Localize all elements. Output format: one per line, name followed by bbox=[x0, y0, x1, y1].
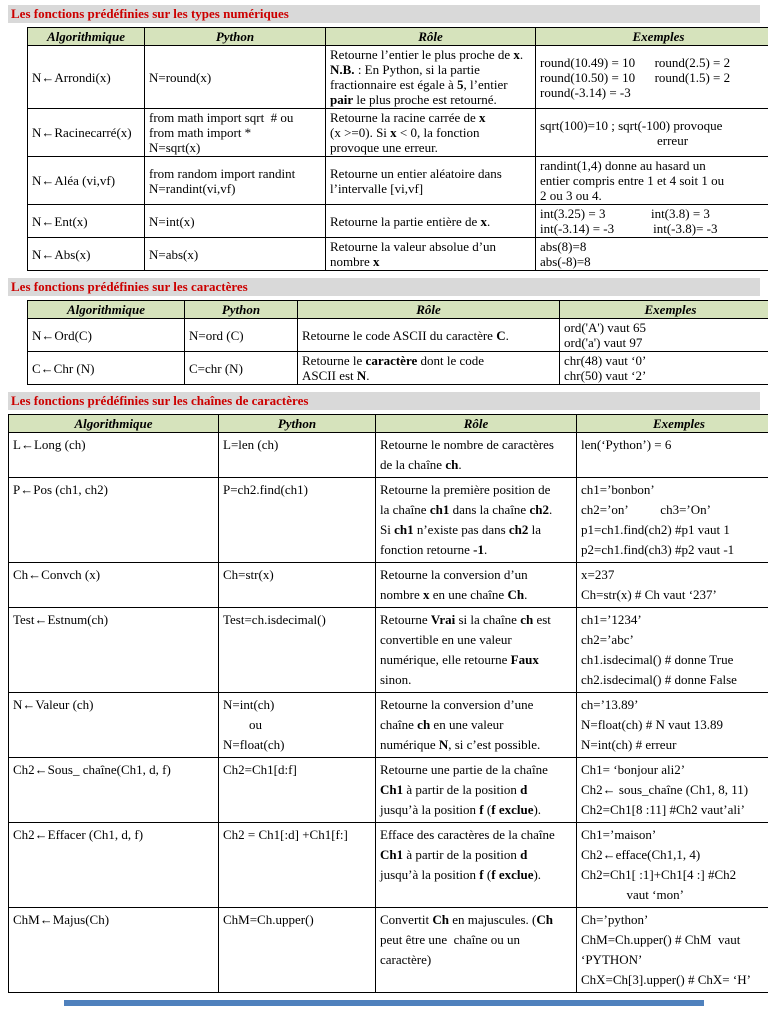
table-cell: Ch=str(x) bbox=[219, 563, 376, 608]
header-row bbox=[28, 28, 768, 46]
table-cell: L←Long (ch) bbox=[9, 433, 219, 478]
table-row bbox=[28, 352, 768, 385]
table-cell: P=ch2.find(ch1) bbox=[219, 478, 376, 563]
table-cell: N=round(x) bbox=[145, 46, 326, 109]
table-row bbox=[9, 758, 768, 823]
table-cell: Ch2←Sous_ chaîne(Ch1, d, f) bbox=[9, 758, 219, 823]
table-cell: ch=’13.89’ N=float(ch) # N vaut 13.89 N=int(ch) # erreur bbox=[577, 693, 768, 758]
numeric-functions-table bbox=[27, 27, 768, 271]
header-row bbox=[28, 301, 768, 319]
column-header: Python bbox=[145, 28, 326, 46]
table-cell: N=abs(x) bbox=[145, 238, 326, 271]
table-cell: ord('A') vaut 65 ord('a') vaut 97 bbox=[560, 319, 768, 352]
table-cell: round(10.49) = 10 round(2.5) = 2 round(10.50) = 10 round(1.5) = 2 round(-3.14) = -3 bbox=[536, 46, 768, 109]
table-row bbox=[9, 693, 768, 758]
table-cell: Retourne la racine carrée de x (x >=0). Si x < 0, la fonction provoque une erreur. bbox=[326, 109, 536, 157]
table-row bbox=[28, 319, 768, 352]
table-cell: chr(48) vaut ‘0’ chr(50) vaut ‘2’ bbox=[560, 352, 768, 385]
section-title-strings bbox=[8, 392, 760, 410]
column-header: Rôle bbox=[376, 415, 577, 433]
table-cell: Retourne un entier aléatoire dans l’intervalle [vi,vf] bbox=[326, 157, 536, 205]
table-row bbox=[28, 46, 768, 109]
table-cell: Retourne le nombre de caractères de la chaîne ch. bbox=[376, 433, 577, 478]
table-cell: from math import sqrt # ou from math import * N=sqrt(x) bbox=[145, 109, 326, 157]
table-cell: N←Abs(x) bbox=[28, 238, 145, 271]
table-cell: N=int(ch) ou N=float(ch) bbox=[219, 693, 376, 758]
table-cell: Retourne le code ASCII du caractère C. bbox=[298, 319, 560, 352]
table-cell: Retourne Vrai si la chaîne ch est convertible en une valeur numérique, elle retourne Faux sinon. bbox=[376, 608, 577, 693]
section-title-characters bbox=[8, 278, 760, 296]
table-cell: Ch←Convch (x) bbox=[9, 563, 219, 608]
table-cell: from random import randint N=randint(vi,vf) bbox=[145, 157, 326, 205]
column-header: Python bbox=[219, 415, 376, 433]
section-title-text: Les fonctions prédéfinies sur les types numériques bbox=[11, 6, 289, 21]
column-header: Algorithmique bbox=[28, 301, 185, 319]
table-cell: ch1=’1234’ ch2=’abc’ ch1.isdecimal() # donne True ch2.isdecimal() # donne False bbox=[577, 608, 768, 693]
table-cell: C←Chr (N) bbox=[28, 352, 185, 385]
table-cell: ChM←Majus(Ch) bbox=[9, 908, 219, 993]
table-row bbox=[9, 433, 768, 478]
table-cell: Ch=’python’ ChM=Ch.upper() # ChM vaut ‘PYTHON’ ChX=Ch[3].upper() # ChX= ‘H’ bbox=[577, 908, 768, 993]
table-row bbox=[28, 238, 768, 271]
table-cell: Retourne la valeur absolue d’un nombre x bbox=[326, 238, 536, 271]
table-row bbox=[9, 478, 768, 563]
table-cell: abs(8)=8 abs(-8)=8 bbox=[536, 238, 768, 271]
table-row bbox=[9, 823, 768, 908]
section-title-text: Les fonctions prédéfinies sur les chaînes de caractères bbox=[11, 393, 308, 408]
table-row bbox=[28, 109, 768, 157]
table-cell: L=len (ch) bbox=[219, 433, 376, 478]
section-title-text: Les fonctions prédéfinies sur les caractères bbox=[11, 279, 248, 294]
table-cell: len(‘Python’) = 6 bbox=[577, 433, 768, 478]
column-header: Algorithmique bbox=[9, 415, 219, 433]
table-cell: Ch2←Effacer (Ch1, d, f) bbox=[9, 823, 219, 908]
column-header: Rôle bbox=[298, 301, 560, 319]
column-header: Exemples bbox=[577, 415, 768, 433]
column-header: Rôle bbox=[326, 28, 536, 46]
table-cell: Ch1=’maison’ Ch2←efface(Ch1,1, 4) Ch2=Ch1[ :1]+Ch1[4 :] #Ch2 vaut ‘mon’ bbox=[577, 823, 768, 908]
table-cell: ch1=’bonbon’ ch2=’on’ ch3=’On’ p1=ch1.find(ch2) #p1 vaut 1 p2=ch1.find(ch3) #p2 vaut -1 bbox=[577, 478, 768, 563]
table-cell: Ch2=Ch1[d:f] bbox=[219, 758, 376, 823]
column-header: Exemples bbox=[536, 28, 768, 46]
table-cell: N←Arrondi(x) bbox=[28, 46, 145, 109]
column-header: Python bbox=[185, 301, 298, 319]
table-cell: Retourne une partie de la chaîne Ch1 à partir de la position d jusqu’à la position f (f exclue). bbox=[376, 758, 577, 823]
table-cell: Retourne la partie entière de x. bbox=[326, 205, 536, 238]
table-cell: P←Pos (ch1, ch2) bbox=[9, 478, 219, 563]
table-cell: Retourne la conversion d’un nombre x en une chaîne Ch. bbox=[376, 563, 577, 608]
table-cell: randint(1,4) donne au hasard un entier compris entre 1 et 4 soit 1 ou 2 ou 3 ou 4. bbox=[536, 157, 768, 205]
table-cell: Retourne la première position de la chaîne ch1 dans la chaîne ch2. Si ch1 n’existe pas dans ch2 la fonction retourne -1. bbox=[376, 478, 577, 563]
table-cell: Convertit Ch en majuscules. (Ch peut être une chaîne ou un caractère) bbox=[376, 908, 577, 993]
table-cell: N=ord (C) bbox=[185, 319, 298, 352]
character-functions-table bbox=[27, 300, 768, 385]
section-title-numeric-types bbox=[8, 5, 760, 23]
table-row bbox=[9, 908, 768, 993]
table-cell: Retourne le caractère dont le code ASCII est N. bbox=[298, 352, 560, 385]
table-cell: N←Ent(x) bbox=[28, 205, 145, 238]
table-cell: x=237 Ch=str(x) # Ch vaut ‘237’ bbox=[577, 563, 768, 608]
table-cell: Retourne l’entier le plus proche de x. N.B. : En Python, si la partie fractionnaire est égale à 5, l’entier pair le plus proche est retourné. bbox=[326, 46, 536, 109]
table-row bbox=[28, 205, 768, 238]
table-cell: N←Aléa (vi,vf) bbox=[28, 157, 145, 205]
header-row bbox=[9, 415, 768, 433]
column-header: Algorithmique bbox=[28, 28, 145, 46]
table-cell: Test=ch.isdecimal() bbox=[219, 608, 376, 693]
table-cell: ChM=Ch.upper() bbox=[219, 908, 376, 993]
table-row bbox=[9, 563, 768, 608]
table-row bbox=[9, 608, 768, 693]
table-cell: C=chr (N) bbox=[185, 352, 298, 385]
table-cell: N=int(x) bbox=[145, 205, 326, 238]
table-cell: Retourne la conversion d’une chaîne ch en une valeur numérique N, si c’est possible. bbox=[376, 693, 577, 758]
table-cell: int(3.25) = 3 int(3.8) = 3 int(-3.14) = -3 int(-3.8)= -3 bbox=[536, 205, 768, 238]
table-cell: N←Ord(C) bbox=[28, 319, 185, 352]
table-cell: Efface des caractères de la chaîne Ch1 à partir de la position d jusqu’à la position f (f exclue). bbox=[376, 823, 577, 908]
table-row bbox=[28, 157, 768, 205]
table-cell: sqrt(100)=10 ; sqrt(-100) provoque erreur bbox=[536, 109, 768, 157]
string-functions-table bbox=[8, 414, 768, 993]
column-header: Exemples bbox=[560, 301, 768, 319]
table-cell: N←Valeur (ch) bbox=[9, 693, 219, 758]
table-cell: Ch2 = Ch1[:d] +Ch1[f:] bbox=[219, 823, 376, 908]
table-cell: Test←Estnum(ch) bbox=[9, 608, 219, 693]
table-cell: N←Racinecarré(x) bbox=[28, 109, 145, 157]
partial-next-table-header bbox=[64, 1000, 704, 1006]
table-cell: Ch1= ‘bonjour ali2’ Ch2← sous_chaîne (Ch1, 8, 11) Ch2=Ch1[8 :11] #Ch2 vaut’ali’ bbox=[577, 758, 768, 823]
